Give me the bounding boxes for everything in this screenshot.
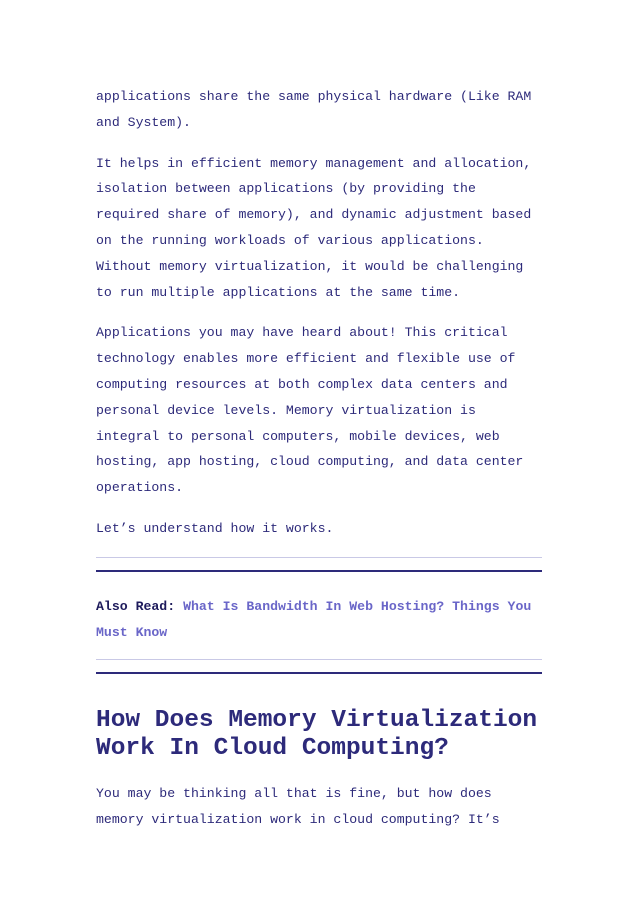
paragraph: Let’s understand how it works. (96, 520, 334, 536)
paragraph: You may be thinking all that is fine, but how does memory virtualization work in cloud computing? It’s (96, 786, 500, 828)
divider-thick (96, 672, 542, 674)
also-read-label: Also Read: (96, 598, 176, 614)
divider-thick (96, 570, 542, 572)
paragraph: applications share the same physical hardware (Like RAM and System). (96, 89, 532, 130)
section-heading: How Does Memory Virtualization Work In Cloud Computing? (96, 707, 538, 763)
article-body (96, 84, 542, 848)
also-read-link[interactable]: What Is Bandwidth In Web Hosting? Things You Must Know (96, 598, 532, 640)
also-read (96, 594, 542, 646)
divider-thin (96, 659, 542, 660)
also-read-block (96, 557, 542, 675)
divider-thin (96, 557, 542, 558)
paragraph: Applications you may have heard about! This critical technology enables more efficient and flexible use of computing resources at both complex data centers and personal device levels. Memory virtualization is integral to personal computers, mobile devices, web hosting, app hosting, cloud computing, and data center operations. (96, 325, 524, 496)
paragraph: It helps in efficient memory management and allocation, isolation between applications (by providing the required share of memory), and dynamic adjustment based on the running workloads of various applications. Without memory virtualization, it would be challenging to run multiple applications at the same time. (96, 155, 532, 300)
